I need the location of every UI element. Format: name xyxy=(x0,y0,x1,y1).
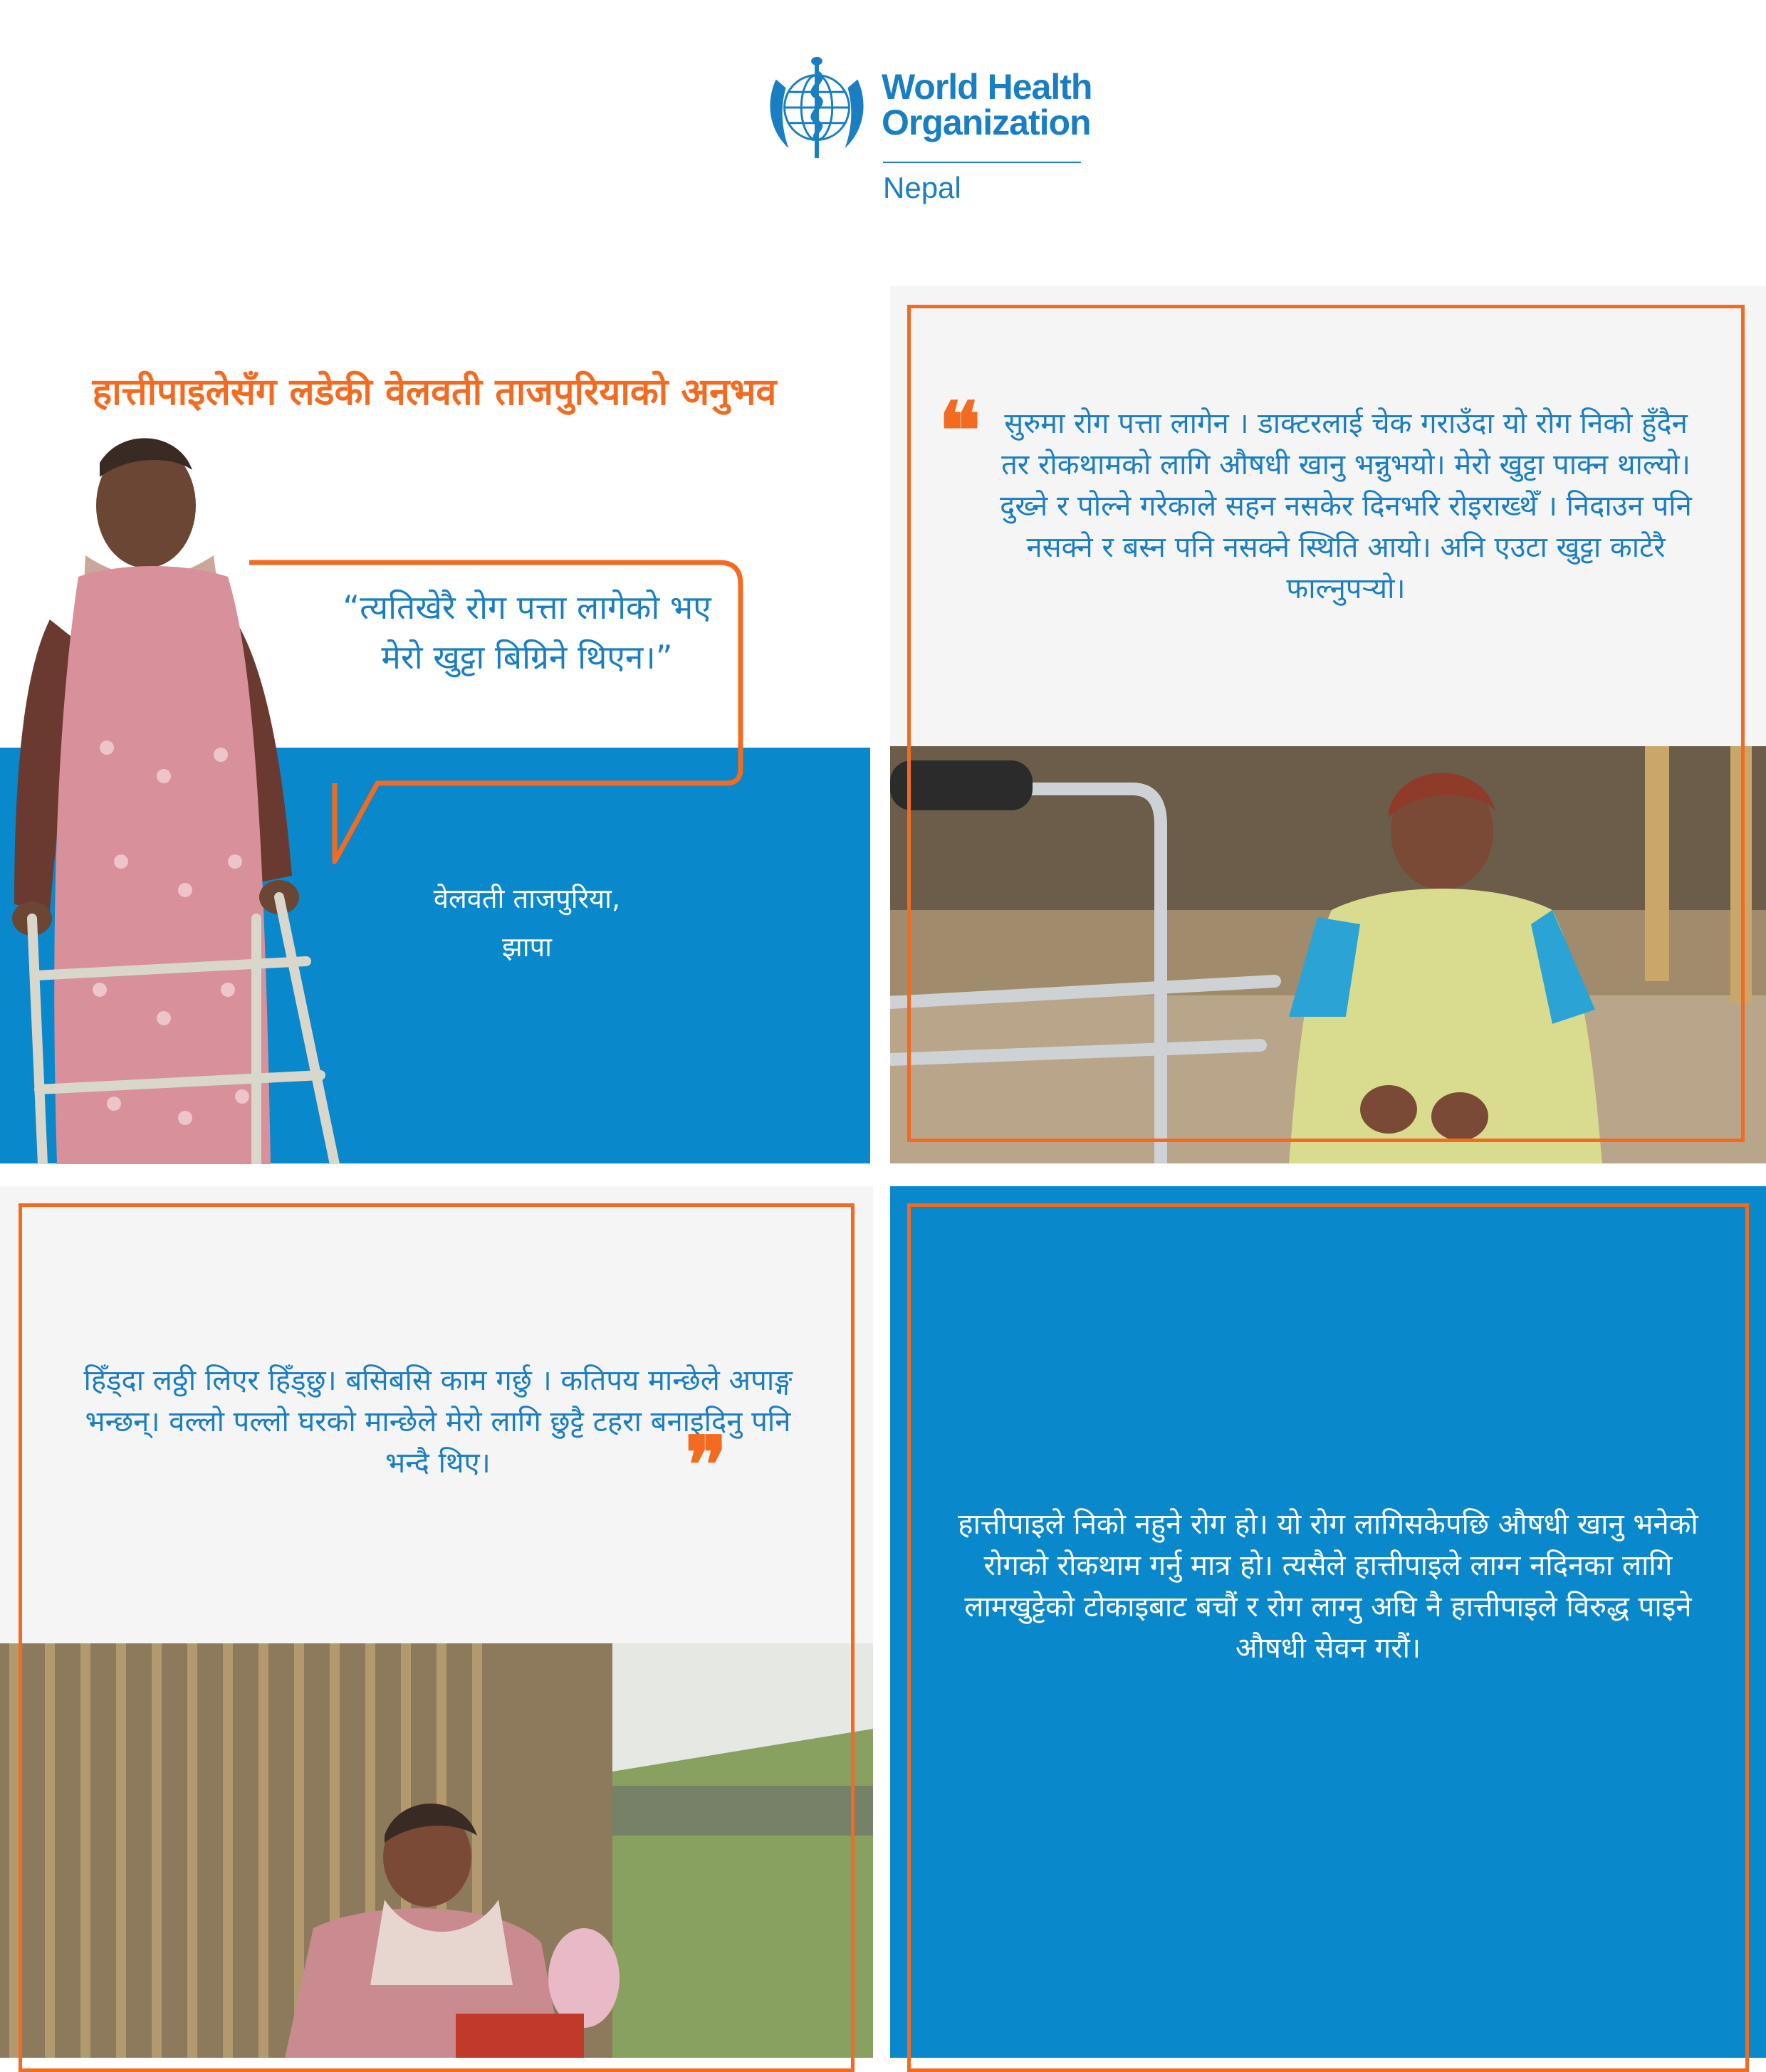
who-emblem-icon xyxy=(761,51,873,164)
close-quote-icon: ❞ xyxy=(685,1419,728,1511)
logo-wordmark-line2: Organization xyxy=(882,103,1091,142)
panel2-quote: सुरुमा रोग पत्ता लागेन । डाक्टरलाई चेक गराउँदा यो रोग निको हुँदैन तर रोकथामको लागि औषधी खानु भन्नुभयो। मेरो खुट्टा पाक्न थाल्यो। दुख्ने र पोल्ने गरेकाले सहन नसकेर दिनभरि रोइराख्थेँ । निदाउन पनि नसक्ने र बस्न पनि नसक्ने स्थिति आयो। अनि एउटा खुट्टा काटेरै फाल्नुपर्‍यो। xyxy=(1000,407,1692,605)
logo-divider xyxy=(883,162,1081,163)
panel3-quote: हिँड्दा लठ्ठी लिएर हिँड्छु। बसिबसि काम गर्छु । कतिपय मान्छेले अपाङ्ग भन्छन्। वल्लो पल्लो घरको मान्छेले मेरो लागि छुट्टै टहरा बनाइदिनु पनि भन्दै थिए। xyxy=(83,1364,793,1480)
panel3-frame xyxy=(19,1203,855,2072)
panel1-speaker xyxy=(399,874,655,971)
speaker-name: वेलवती ताजपुरिया, xyxy=(433,883,621,914)
open-quote-icon: ❝ xyxy=(939,384,981,476)
panel1-title: हात्तीपाइलेसँग लडेकी वेलवती ताजपुरियाको अनुभव xyxy=(92,371,777,414)
panel1-quote: “त्यतिखेरै रोग पत्ता लागेको भए मेरो खुट्टा बिग्रिने थिएन।” xyxy=(343,588,711,676)
logo-wordmark-line1: World Health xyxy=(882,67,1092,107)
logo-country: Nepal xyxy=(883,171,961,204)
panel4-message: हात्तीपाइले निको नहुने रोग हो। यो रोग लागिसकेपछि औषधी खानु भनेको रोगको रोकथाम गर्नु मात्र हो। त्यसैले हात्तीपाइले लाग्न नदिनका लागि लामखुट्टेको टोकाइबाट बचौं र रोग लाग्नु अघि नै हात्तीपाइले विरुद्ध पाइने औषधी सेवन गरौं। xyxy=(958,1508,1698,1665)
speaker-place: झापा xyxy=(502,931,552,963)
